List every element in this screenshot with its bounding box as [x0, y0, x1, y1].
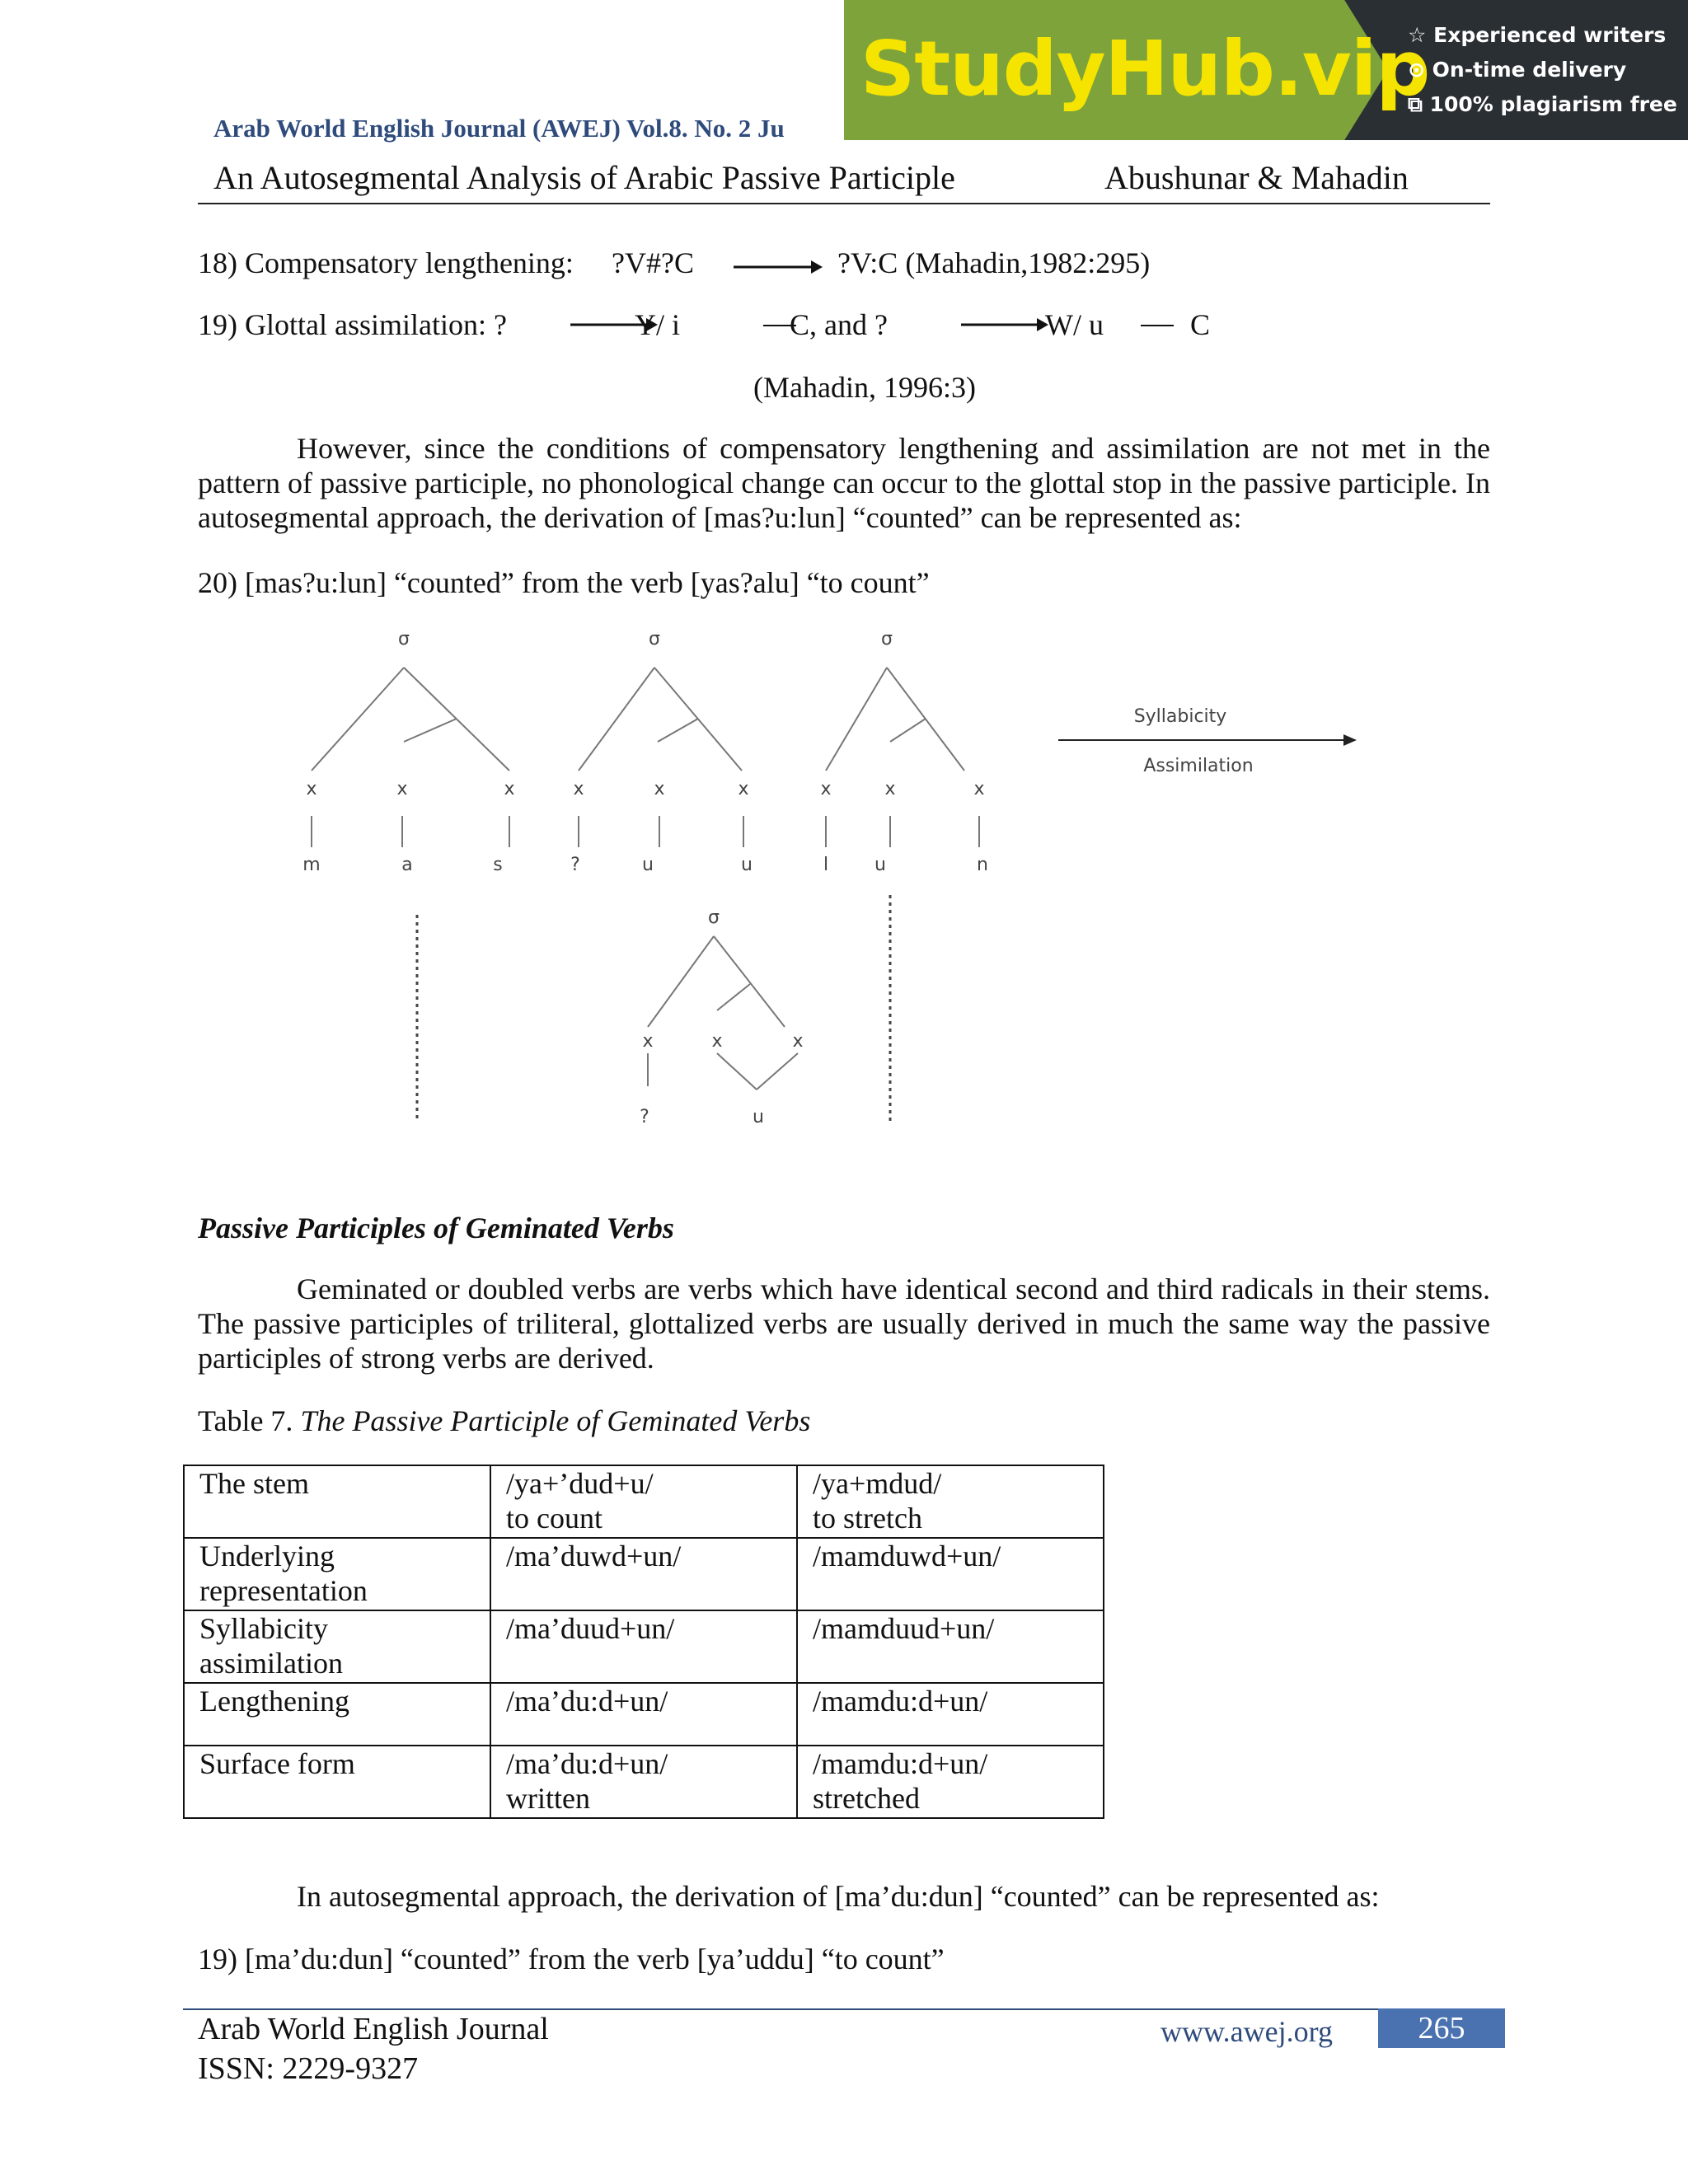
sigma-3: σ	[881, 629, 893, 649]
example-19b: 19) [ma’du:dun] “counted” from the verb [ya’uddu] “to count”	[198, 1943, 945, 1975]
segment-a: a	[401, 855, 413, 875]
table-cell: Underlying representation	[184, 1538, 490, 1610]
table-row	[184, 1538, 1104, 1610]
section-heading: Passive Participles of Geminated Verbs	[198, 1212, 674, 1244]
running-authors: Abushunar & Mahadin	[1104, 159, 1409, 196]
lower-x: x	[642, 1031, 654, 1052]
rule-19-c-and: C, and ?	[790, 308, 888, 341]
footer-issn: ISSN: 2229-9327	[198, 2051, 419, 2086]
rule-19-dash-2	[1141, 323, 1174, 328]
segment-m: m	[302, 855, 321, 875]
table-cell: /mamdu:d+un/ stretched	[797, 1746, 1104, 1818]
derivation-arrow-icon	[1058, 734, 1357, 746]
table-cell: Syllabicity assimilation	[184, 1610, 490, 1683]
segment-n: n	[977, 855, 988, 875]
table-caption-number: Table 7.	[198, 1404, 293, 1437]
rule-19-w-context: W/ u	[1045, 308, 1104, 341]
lower-segment-glottal: ?	[640, 1107, 649, 1127]
citation-mahadin: (Mahadin, 1996:3)	[753, 371, 976, 404]
table-cell: /ya+’dud+u/ to count	[490, 1465, 797, 1538]
header-rule	[198, 203, 1490, 204]
footer-url-link[interactable]: www.awej.org	[1160, 2015, 1333, 2048]
table-cell: Surface form	[184, 1746, 490, 1818]
table-cell: /ya+mdud/ to stretch	[797, 1465, 1104, 1538]
lower-x: x	[792, 1031, 804, 1052]
rule-19-y-context: Y/ i	[635, 308, 681, 341]
sigma-1: σ	[398, 629, 410, 649]
table-cell: /mamduwd+un/	[797, 1538, 1104, 1610]
table-row	[184, 1465, 1104, 1538]
skeleton-x: x	[820, 779, 832, 799]
table-cell: /mamdu:d+un/	[797, 1683, 1104, 1746]
skeleton-x: x	[654, 779, 665, 799]
rule-18-arrow-icon	[732, 257, 824, 277]
table-cell: /ma’duwd+un/	[490, 1538, 797, 1610]
table-cell: /mamduud+un/	[797, 1610, 1104, 1683]
banner-feature-delivery: ⊙ On-time delivery	[1408, 58, 1627, 82]
table-cell: /ma’du:d+un/	[490, 1683, 797, 1746]
banner-feature-plagiarism: ⧉ 100% plagiarism free	[1408, 92, 1677, 116]
autosegmental-diagram	[280, 618, 1385, 1137]
skeleton-x: x	[306, 779, 317, 799]
example-20: 20) [mas?u:lun] “counted” from the verb [yas?alu] “to count”	[198, 566, 930, 599]
skeleton-x: x	[573, 779, 584, 799]
table-cell: The stem	[184, 1465, 490, 1538]
paragraph-2: Geminated or doubled verbs are verbs which have identical second and third radicals in their stems. The passive participles of triliteral, glottalized verbs are usually derived in much the same way the passive participles of strong verbs are derived.	[198, 1272, 1490, 1375]
skeleton-x: x	[884, 779, 896, 799]
skeleton-x: x	[396, 779, 408, 799]
segment-u: u	[642, 855, 654, 875]
table-row	[184, 1746, 1104, 1818]
rule-19-c: C	[1190, 308, 1211, 341]
journal-header: Arab World English Journal (AWEJ) Vol.8. No. 2 Ju	[213, 114, 785, 143]
geminated-verbs-table	[183, 1465, 1104, 1819]
footer-journal: Arab World English Journal	[198, 2012, 549, 2046]
lower-segment-u: u	[753, 1107, 764, 1127]
table-caption	[198, 1404, 810, 1438]
paragraph-1: However, since the conditions of compensatory lengthening and assimilation are not met in the pattern of passive participle, no phonological change can occur to the glottal stop in the passive participle. In autosegmental approach, the derivation of [mas?u:lun] “counted” can be represented as:	[198, 432, 1490, 534]
rule-18-label: 18) Compensatory lengthening:	[198, 246, 574, 279]
arrow-label-syllabicity: Syllabicity	[1133, 706, 1227, 727]
segment-s: s	[493, 855, 503, 875]
running-title: An Autosegmental Analysis of Arabic Passive Participle	[213, 159, 955, 196]
segment-glottal: ?	[570, 855, 580, 875]
rule-19-arrow-2-icon	[959, 315, 1050, 335]
skeleton-x: x	[973, 779, 985, 799]
paragraph-3: In autosegmental approach, the derivation of [ma’du:dun] “counted” can be represented as:	[297, 1880, 1380, 1913]
studyhub-logo[interactable]: StudyHub.vip	[860, 25, 1430, 113]
segment-u: u	[874, 855, 886, 875]
rule-18-input: ?V#?C	[612, 246, 694, 279]
footer-rule	[183, 2008, 1378, 2010]
arrow-label-assimilation: Assimilation	[1143, 756, 1254, 776]
segment-u: u	[741, 855, 753, 875]
sigma-2: σ	[649, 629, 660, 649]
rule-19-label: 19) Glottal assimilation: ?	[198, 308, 507, 341]
lower-x: x	[711, 1031, 723, 1052]
rule-18-output: ?V:C (Mahadin,1982:295)	[837, 246, 1151, 279]
skeleton-x: x	[738, 779, 749, 799]
table-caption-title: The Passive Participle of Geminated Verbs	[300, 1404, 811, 1437]
segment-l: l	[823, 855, 829, 875]
table-cell: Lengthening	[184, 1683, 490, 1746]
banner-feature-writers: ☆ Experienced writers	[1408, 23, 1667, 47]
sigma-lower: σ	[708, 907, 720, 928]
table-row	[184, 1683, 1104, 1746]
table-row	[184, 1610, 1104, 1683]
table-cell: /ma’du:d+un/ written	[490, 1746, 797, 1818]
page-number: 265	[1378, 2008, 1505, 2048]
table-cell: /ma’duud+un/	[490, 1610, 797, 1683]
skeleton-x: x	[504, 779, 515, 799]
